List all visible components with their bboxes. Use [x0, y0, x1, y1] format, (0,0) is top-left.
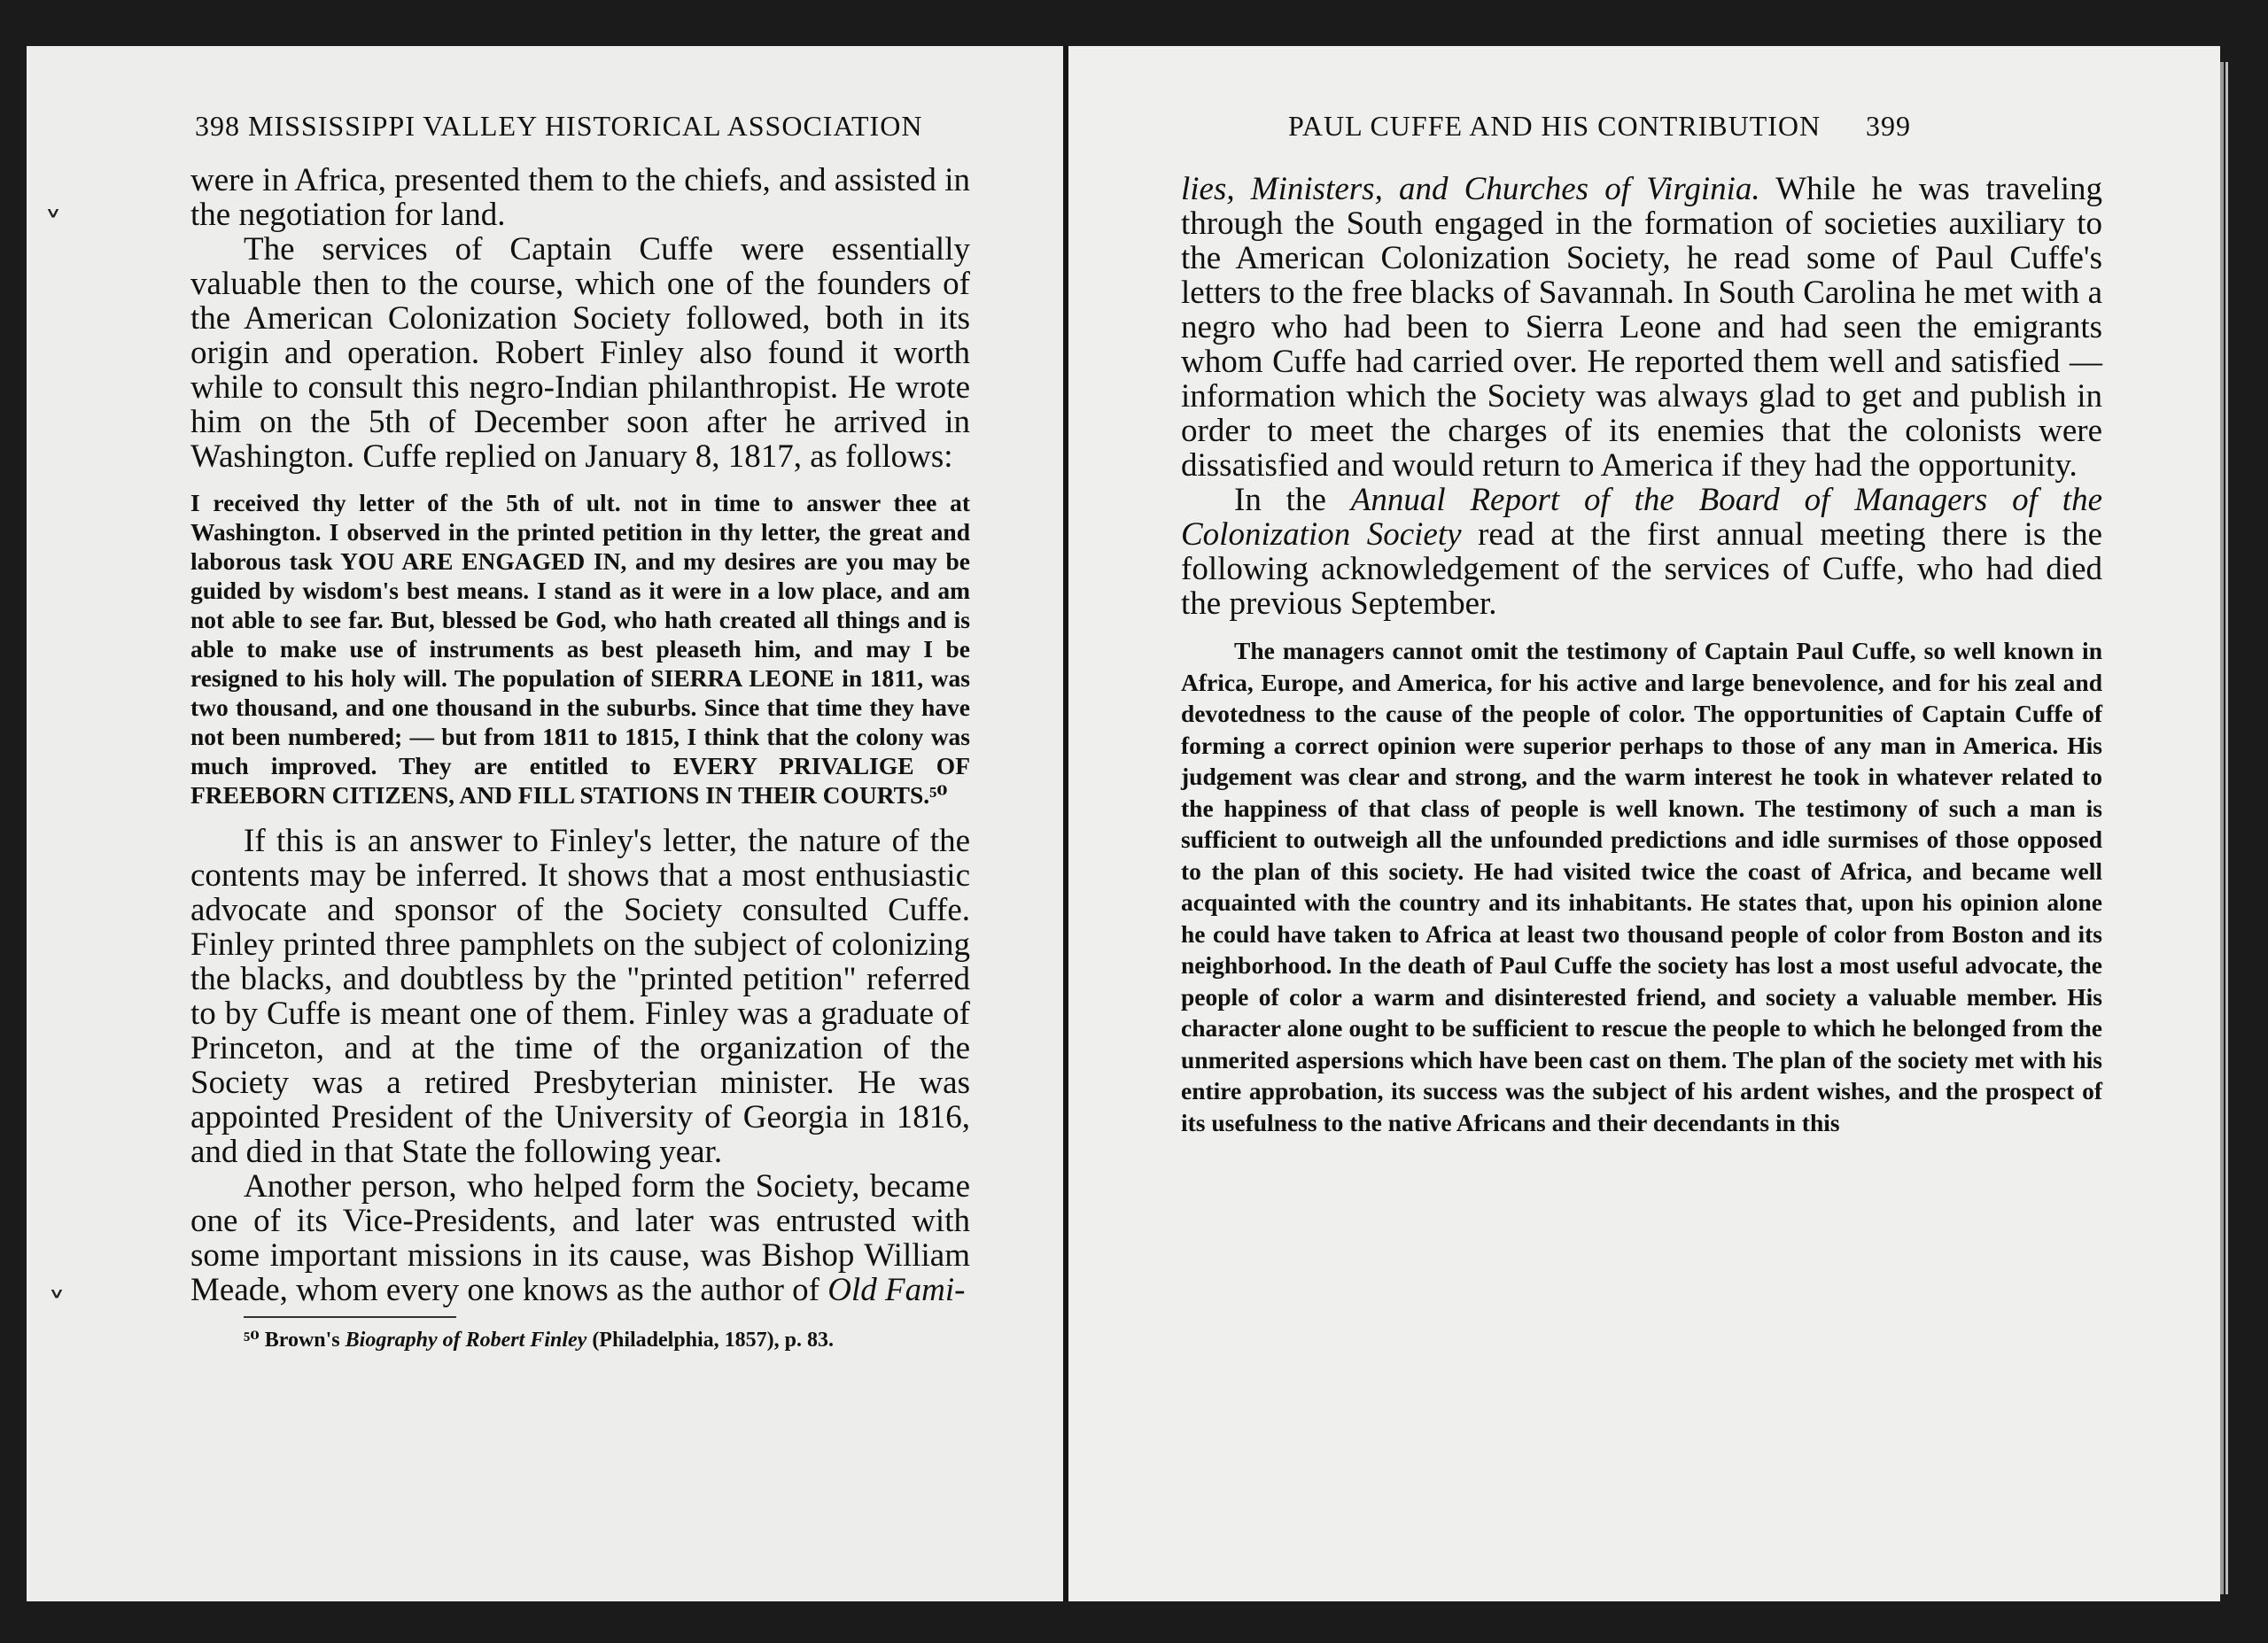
right-paragraph-2-b: read at the first annual meeting there is the following acknowledgement of the services of Cuffe, who had died the previous September.: [1181, 516, 2102, 622]
left-page: [27, 46, 1065, 1601]
right-page-number: 399: [1866, 110, 1911, 142]
left-paragraph-4-text: Another person, who helped form the Society, became one of its Vice-Presidents, and later was entrusted with some important missions in its cause, was Bishop William Meade, whom every one knows as the author of: [190, 1168, 970, 1308]
right-block-quote: The managers cannot omit the testimony of Captain Paul Cuffe, so well known in Africa, Europe, and America, for his active and large benevolence, and for his zeal and devotedness to the cause of the people of color. The opportunities of Captain Cuffe of forming a correct opinion were superior perhaps to those of any man in America. His judgement was clear and strong, and the warm interest he took in whatever related to the happiness of that class of people is well known. The testimony of such a man is sufficient to outweigh all the unfounded predictions and idle surmises of those opposed to the plan of this society. He had visited twice the coast of Africa, and became well acquainted with the country and its inhabitants. He states that, upon his opinion alone he could have taken to Africa at least two thousand people of color from Boston and its neighborhood. In the death of Paul Cuffe the society has lost a most useful advocate, the people of color a warm and disinterested friend, and society a valuable member. His character alone ought to be sufficient to rescue the people to which he belonged from the unmerited aspersions which have been cast on them. The plan of the society met with his entire approbation, its success was the subject of his ardent wishes, and the prospect of its usefulness to the native Africans and their decendants in this: [1181, 637, 2102, 1136]
footnote-number: ⁵⁰: [244, 1329, 265, 1352]
right-paragraph-1: [1181, 172, 2102, 483]
page-edge-2: [2225, 62, 2228, 1594]
right-paragraph-2: [1181, 483, 2102, 621]
page-edge: [2220, 62, 2224, 1594]
left-running-head: 398 MISSISSIPPI VALLEY HISTORICAL ASSOCIATION: [195, 110, 923, 142]
right-page: [1068, 46, 2220, 1601]
left-paragraph-3: If this is an answer to Finley's letter, the nature of the contents may be inferred. It shows that a most enthusiastic advocate and sponsor of the Society consulted Cuffe. Finley printed three pamphlets on the subject of colonizing the blacks, and doubtless by the "printed petition" referred to by Cuffe is meant one of them. Finley was a graduate of Princeton, and at the time of the organization of the Society was a retired Presbyterian minister. He was appointed President of the University of Georgia in 1816, and died in that State the following year.: [190, 823, 970, 1170]
footnote-text-1: Brown's: [264, 1329, 346, 1352]
left-paragraph-1: were in Africa, presented them to the chiefs, and assisted in the negotiation for land.: [190, 162, 970, 233]
left-block-quote: I received thy letter of the 5th of ult. not in time to answer thee at Washington. I observed in the printed petition in thy letter, the great and laborous task YOU ARE ENGAGED IN, and my desires are you may be guided by wisdom's best means. I stand as it were in a low place, and am not able to see far. But, blessed be God, who hath created all things and is able to make use of instruments as best pleaseth him, and may I be resigned to his holy will. The population of SIERRA LEONE in 1811, was two thousand, and one thousand in the suburbs. Since that time they have not been numbered; — but from 1811 to 1815, I think that the colony was much improved. They are entitled to EVERY PRIVALIGE OF FREEBORN CITIZENS, AND FILL STATIONS IN THEIR COURTS.⁵⁰: [190, 489, 970, 809]
left-paragraph-2: The services of Captain Cuffe were essentially valuable then to the course, which one of the founders of the American Colonization Society followed, both in its origin and operation. Robert Finley also found it worth while to consult this negro-Indian philanthropist. He wrote him on the 5th of December soon after he arrived in Washington. Cuffe replied on January 8, 1817, as follows:: [190, 231, 970, 475]
right-paragraph-2-a: In the: [1234, 482, 1351, 518]
left-text-column: [190, 163, 970, 1353]
right-paragraph-1-italic: lies, Ministers, and Churches of Virginia.: [1181, 171, 1760, 207]
right-paragraph-1-text: While he was traveling through the South engaged in the formation of societies auxiliary to the American Colonization Society, he read some of Paul Cuffe's letters to the free blacks of Savannah. In South Carolina he met with a negro who had been to Sierra Leone and had seen the emigrants whom Cuffe had carried over. He reported them well and satisfied — information which the Society was always glad to get and publish in order to meet the charges of its enemies that the colonists were dissatisfied and would return to America if they had the opportunity.: [1181, 171, 2102, 484]
right-text-column: [1181, 172, 2102, 1138]
right-running-head: PAUL CUFFE AND HIS CONTRIBUTION: [1288, 110, 1821, 142]
footnote-rule: [244, 1316, 456, 1318]
margin-mark-bottom: ˅: [48, 1286, 66, 1327]
margin-mark-top: ˅: [44, 205, 62, 246]
footnote-italic-title: Biography of Robert Finley: [345, 1329, 587, 1352]
footnote: [244, 1327, 970, 1353]
right-paragraph-2-italic: Annual Report of the Board of Managers of the Colonization Society: [1181, 482, 2102, 553]
left-paragraph-4: [190, 1169, 970, 1307]
left-paragraph-4-italic: Old Fami-: [827, 1272, 966, 1308]
footnote-text-2: (Philadelphia, 1857), p. 83.: [586, 1329, 835, 1352]
